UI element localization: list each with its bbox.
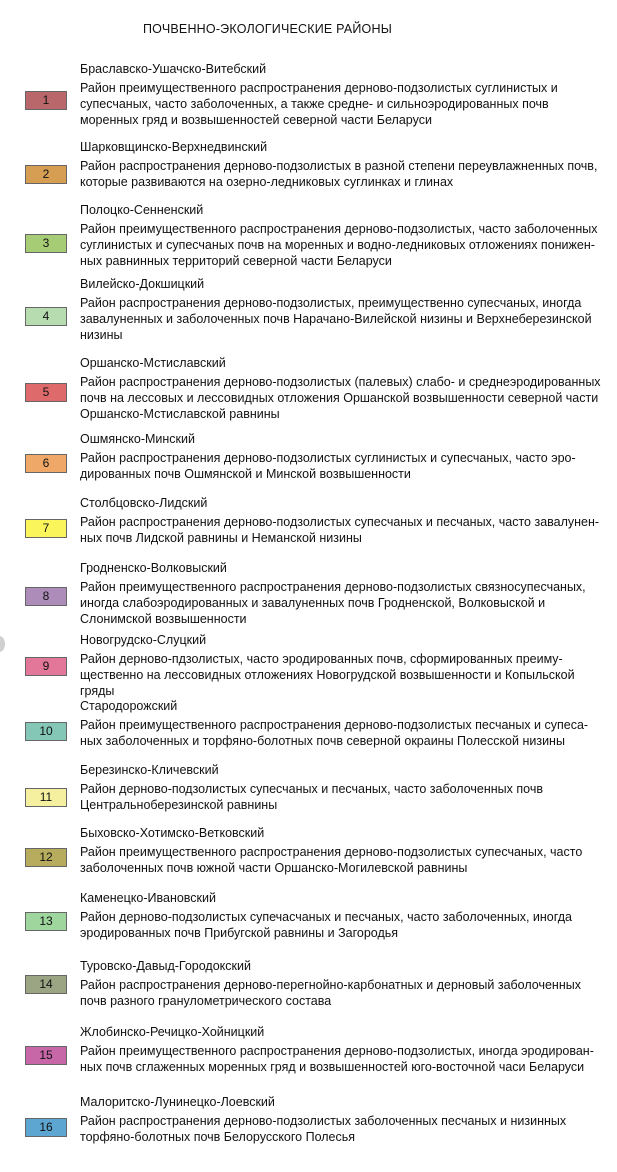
description-line: Район преимущественного распространения дерново-подзолистых, иногда эродирован- [80,1044,594,1058]
region-name: Ошмянско-Минский [80,432,195,446]
region-color-swatch: 5 [25,383,67,402]
region-description [80,651,610,699]
description-line: Район преимущественного распространения дерново-подзолистых песчаных и супеса- [80,718,589,732]
region-color-swatch: 16 [25,1118,67,1137]
region-description [80,977,610,1009]
description-line: низины [80,328,123,342]
page-title: ПОЧВЕННО-ЭКОЛОГИЧЕСКИЕ РАЙОНЫ [143,22,392,36]
region-color-swatch: 9 [25,657,67,676]
region-description [80,717,610,749]
region-description [80,158,610,190]
description-line: заболоченных почв южной части Оршанско-Могилевской равнины [80,861,468,875]
description-line: Район преимущественного распространения дерново-подзолистых, часто заболоченных [80,222,598,236]
region-name: Стародорожский [80,699,178,713]
region-description [80,1043,610,1075]
region-color-swatch: 4 [25,307,67,326]
region-name: Березинско-Кличевский [80,763,219,777]
region-name: Полоцко-Сенненский [80,203,204,217]
description-line: которые развиваются на озерно-ледниковых суглинках и глинах [80,175,454,189]
description-line: моренных гряд и возвышенностей северной части Беларуси [80,113,432,127]
region-description [80,221,610,269]
region-name: Шарковщинско-Верхнедвинский [80,140,268,154]
region-description [80,909,610,941]
description-line: эродированных почв Прибугской равнины и Загородья [80,926,399,940]
description-line: Слонимской возвышенности [80,612,247,626]
description-line: щественно на лессовидных отложениях Новогрудской возвышенности и Копыльской [80,668,575,682]
description-line: дированных почв Ошмянской и Минской возвышенности [80,467,411,481]
region-color-swatch: 13 [25,912,67,931]
region-color-swatch: 15 [25,1046,67,1065]
description-line: Район дерново-пдзолистых, часто эродированных почв, сформированных преиму- [80,652,563,666]
region-color-swatch: 10 [25,722,67,741]
description-line: супесчаных, часто заболоченных, а также средне- и сильноэродированных почв [80,97,549,111]
region-description [80,450,610,482]
region-name: Гродненско-Волковыский [80,561,227,575]
description-line: суглинистых и супесчаных почв на моренных и водно-ледниковых отложениях понижен- [80,238,595,252]
region-description [80,374,610,422]
region-description [80,1113,610,1145]
description-line: почв на лессовых и лессовидных отложения Оршанской возвышенности северной части [80,391,599,405]
region-color-swatch: 2 [25,165,67,184]
description-line: гряды [80,684,115,698]
region-description [80,514,610,546]
description-line: Район распространения дерново-подзолистых заболоченных песчаных и низинных [80,1114,567,1128]
region-name: Новогрудско-Слуцкий [80,633,207,647]
region-description [80,579,610,627]
region-color-swatch: 3 [25,234,67,253]
description-line: Район дерново-подзолистых супесчаных и песчаных, часто заболоченных почв [80,782,543,796]
description-line: Район преимущественного распространения дерново-подзолистых связносупесчаных, [80,580,586,594]
region-color-swatch: 11 [25,788,67,807]
description-line: Район распространения дерново-подзолистых (палевых) слабо- и среднеэродированных [80,375,601,389]
description-line: ных почв Лидской равнины и Неманской низины [80,531,362,545]
margin-mark [0,636,5,652]
region-name: Столбцовско-Лидский [80,496,208,510]
region-description [80,80,610,128]
description-line: Район распространения дерново-подзолистых, преимущественно супесчаных, иногда [80,296,582,310]
region-description [80,844,610,876]
description-line: торфяно-болотных почв Белорусского Полесья [80,1130,356,1144]
description-line: завалуненных и заболоченных почв Нарачано-Вилейской низины и Верхнеберезинской [80,312,592,326]
description-line: Район распространения дерново-подзолистых в разной степени переувлажненных почв, [80,159,598,173]
description-line: иногда слабоэродированных и завалуненных почв Гродненской, Волковыской и [80,596,546,610]
description-line: ных равнинных территорий северной части Беларуси [80,254,392,268]
region-name: Жлобинско-Речицко-Хойницкий [80,1025,265,1039]
region-color-swatch: 1 [25,91,67,110]
region-name: Малоритско-Лунинецко-Лоевский [80,1095,275,1109]
description-line: ных почв сглаженных моренных гряд и возвышенностей юго-восточной часи Беларуси [80,1060,585,1074]
region-name: Оршанско-Мстиславский [80,356,226,370]
description-line: Район распространения дерново-подзолистых суглинистых и супесчаных, часто эро- [80,451,576,465]
region-name: Браславско-Ушачско-Витебский [80,62,267,76]
region-color-swatch: 14 [25,975,67,994]
description-line: Район преимущественного распространения дерново-подзолистых супесчаных, часто [80,845,583,859]
description-line: Район распространения дерново-перегнойно-карбонатных и дерновый заболоченных [80,978,581,992]
region-color-swatch: 7 [25,519,67,538]
description-line: Оршанско-Мстиславской равнины [80,407,280,421]
region-name: Вилейско-Докшицкий [80,277,205,291]
region-color-swatch: 12 [25,848,67,867]
region-name: Каменецко-Ивановский [80,891,216,905]
region-description [80,781,610,813]
region-color-swatch: 8 [25,587,67,606]
description-line: Район распространения дерново-подзолистых супесчаных и песчаных, часто завалунен- [80,515,600,529]
region-description [80,295,610,343]
description-line: Район дерново-подзолистых супечасчаных и песчаных, часто заболоченных, иногда [80,910,572,924]
description-line: ных заболоченных и торфяно-болотных почв северной окраины Полесской низины [80,734,565,748]
region-color-swatch: 6 [25,454,67,473]
region-name: Туровско-Давыд-Городокский [80,959,251,973]
region-name: Быховско-Хотимско-Ветковский [80,826,265,840]
description-line: почв разного гранулометрического состава [80,994,332,1008]
description-line: Центральноберезинской равнины [80,798,278,812]
description-line: Район преимущественного распространения дерново-подзолистых суглинистых и [80,81,558,95]
